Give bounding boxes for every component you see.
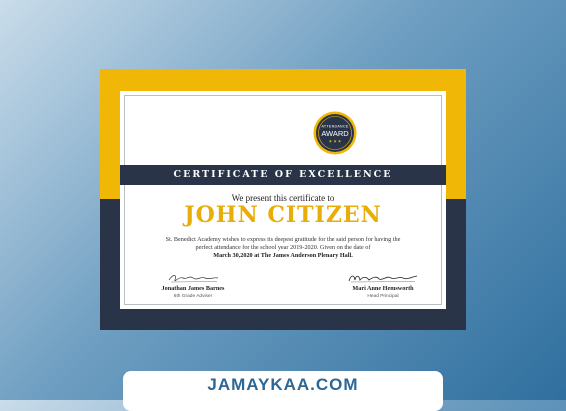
signatory-left: [138, 272, 248, 299]
signatory-right-name: Mari Anne Hemsworth: [352, 285, 414, 292]
signature-left-icon: [163, 272, 223, 284]
attendance-award-seal: [313, 111, 357, 155]
seal-stars: ★ ★ ★: [328, 138, 342, 144]
certificate-title: CERTIFICATE OF EXCELLENCE: [120, 165, 446, 185]
signatory-left-role: 6th Grade Adviser: [173, 294, 213, 299]
signatory-left-name: Jonathan James Barnes: [161, 285, 225, 292]
brand-text: JAMAYKAA.COM: [207, 375, 359, 394]
seal-top-text: ATTENDANCE: [321, 124, 349, 129]
certificate: [100, 69, 466, 330]
certificate-body: [140, 236, 426, 261]
body-line-1: St. Benedict Academy wishes to express its deepest gratitude for the said person for having the: [165, 236, 401, 243]
body-line-2: perfect attendance for the school year 2019-2020. Given on the date of: [195, 244, 371, 252]
signature-right-icon: [345, 272, 421, 284]
recipient-name: JOHN CITIZEN: [184, 202, 382, 228]
brand-footer[interactable]: [123, 371, 443, 411]
signatory-right-role: Head Principal: [367, 294, 399, 299]
presented-line: We present this certificate to: [231, 193, 335, 203]
date-line: March 30,2020 at The James Anderson Plenary Hall.: [213, 252, 353, 260]
seal-main-text: AWARD: [321, 129, 349, 138]
signatory-right: [328, 272, 438, 299]
